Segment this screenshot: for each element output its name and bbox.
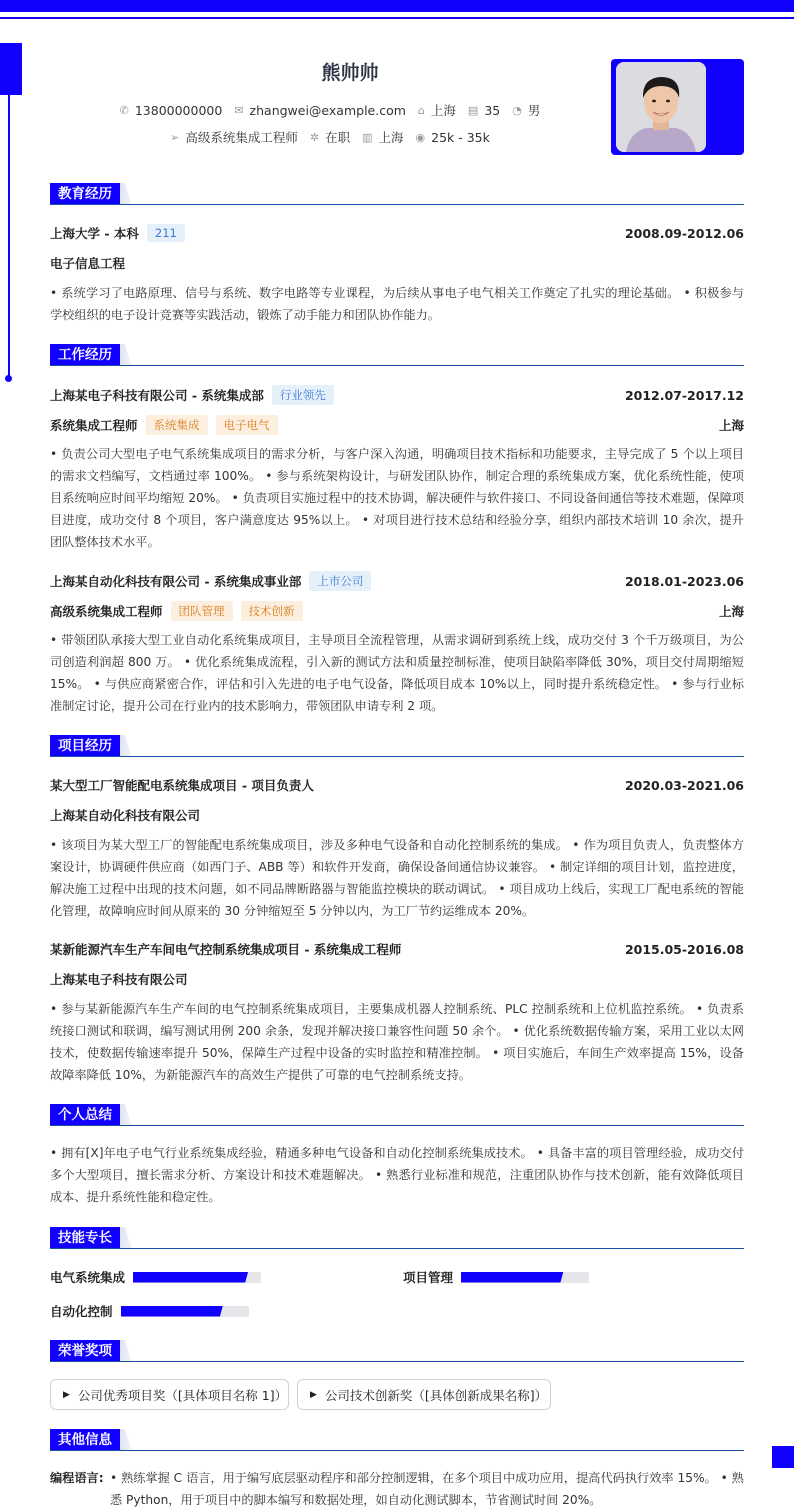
phone-info: ✆ 13800000000	[119, 102, 223, 118]
other-label: 编程语言:	[50, 1471, 104, 1485]
section-rule	[50, 756, 744, 757]
other-text: • 熟练掌握 C 语言，用于编写底层驱动程序和部分控制逻辑，在多个项目中成功应用，提高代码执行效率 15%。 • 熟悉 Python，用于项目中的脚本编写和数据处理，如自动化测试脚本，节省测试时间 20%。	[110, 1471, 744, 1507]
education-description: • 系统学习了电路原理、信号与系统、数字电路等专业课程，为后续从事电子电气相关工作奠定了扎实的理论基础。 • 积极参与学校组织的电子设计竞赛等实践活动，锻炼了动手能力和团队协作能力。	[50, 286, 744, 322]
job-title: 系统集成工程师	[50, 418, 138, 433]
skill-bar-fill	[133, 1272, 248, 1283]
coin-icon: ◉	[415, 130, 426, 144]
contact-row	[100, 101, 560, 119]
project-period: 2020.03-2021.06	[624, 777, 744, 793]
skill-name: 项目管理	[403, 1270, 454, 1285]
gear-icon: ✲	[309, 130, 320, 144]
home-icon: ⌂	[417, 103, 425, 117]
skill-item	[50, 1302, 249, 1320]
section-work	[50, 344, 744, 366]
section-title: 教育经历	[50, 183, 120, 205]
section-rule	[50, 1125, 744, 1126]
education-header	[50, 224, 744, 242]
section-title: 工作经历	[50, 344, 120, 366]
salary-info: ◉ 25k - 35k	[415, 129, 490, 145]
skill-tag: 电子电气	[216, 415, 278, 435]
section-title: 个人总结	[50, 1104, 120, 1126]
section-title-decor	[120, 1429, 132, 1451]
intent-row	[100, 128, 560, 146]
city-info: ▥ 上海	[362, 130, 404, 145]
skill-bar	[461, 1272, 589, 1283]
company-name: 上海某自动化科技有限公司 - 系统集成事业部	[50, 574, 302, 589]
award-label: 公司优秀项目奖（[具体项目名称 1]）	[77, 1387, 288, 1403]
project-company-row	[50, 806, 744, 824]
section-title-decor	[120, 1104, 132, 1126]
section-other	[50, 1429, 744, 1451]
work-description: • 负责公司大型电子电气系统集成项目的需求分析，与客户深入沟通，明确项目技术指标和功能要求，主导完成了 5 个以上项目的需求文档编写，文档通过率 100%。 • 参与系统架构设计，与研发团队协作，制定合理的系统集成方案，优化系统性能，使项目系统响应时间平均缩短 20%。 • 负责项目实施过程中的技术协调，解决硬件与软件接口、不同设备间通信等技术难题，保障项目进度，成功交付 8 个项目，客户满意度达 95%以上。 • 对项目进行技术总结和经验分享，组织内部技术培训 10 余次，提升团队整体技术水平。	[50, 447, 744, 549]
project-name: 某大型工厂智能配电系统集成项目 - 项目负责人	[50, 778, 314, 793]
work-description: • 带领团队承接大型工业自动化系统集成项目，主导项目全流程管理，从需求调研到系统上线，成功交付 3 个千万级项目，为公司创造利润超 800 万。 • 优化系统集成流程，引入新的测试方法和质量控制标准，使项目缺陷率降低 30%，项目交付周期缩短 15%。 • 与供应商紧密合作，评估和引入先进的电子电气设备，降低项目成本 10%以上，同时提升系统稳定性。 • 参与行业标准制定讨论，提升公司在行业内的技术影响力，带领团队申请专利 2 项。	[50, 633, 744, 713]
section-title-decor	[120, 344, 132, 366]
section-projects	[50, 735, 744, 757]
project-period: 2015.05-2016.08	[624, 941, 744, 957]
side-accent-line	[8, 95, 10, 378]
section-education	[50, 183, 744, 205]
email-info[interactable]: ✉ zhangwei@example.com	[234, 102, 406, 118]
project-company-row	[50, 970, 744, 988]
send-icon: ➢	[170, 130, 180, 144]
side-accent-dot	[5, 375, 12, 382]
project-company: 上海某自动化科技有限公司	[50, 808, 201, 823]
section-rule	[50, 365, 744, 366]
education-major-row	[50, 254, 744, 272]
company-tag: 行业领先	[272, 385, 334, 405]
skill-bar	[133, 1272, 261, 1283]
phone-icon: ✆	[119, 103, 129, 117]
education-period: 2008.09-2012.06	[624, 225, 744, 241]
work-period: 2018.01-2023.06	[624, 573, 744, 589]
section-title: 其他信息	[50, 1429, 120, 1451]
skill-bar-fill	[461, 1272, 563, 1283]
section-awards	[50, 1340, 744, 1362]
skill-bar-fill	[121, 1306, 223, 1317]
work-header	[50, 571, 744, 591]
status-info: ✲ 在职	[309, 130, 351, 145]
section-skills	[50, 1227, 744, 1249]
section-rule	[50, 204, 744, 205]
project-header	[50, 776, 744, 794]
school-name: 上海大学 - 本科	[50, 226, 139, 241]
section-title: 项目经历	[50, 735, 120, 757]
work-city: 上海	[718, 418, 744, 433]
award-label: 公司技术创新奖（[具体创新成果名称]）	[324, 1387, 548, 1403]
company-name: 上海某电子科技有限公司 - 系统集成部	[50, 388, 264, 403]
section-title-decor	[120, 1340, 132, 1362]
top-accent-line	[0, 17, 794, 19]
work-header	[50, 385, 744, 405]
other-info-row	[50, 1467, 744, 1511]
skill-bar	[121, 1306, 249, 1317]
age-info: ▤ 35	[467, 102, 501, 118]
location-info: ⌂ 上海	[417, 103, 456, 118]
project-description: • 该项目为某大型工厂的智能配电系统集成项目，涉及多种电气设备和自动化控制系统的集成。 • 作为项目负责人，负责整体方案设计，协调硬件供应商（如西门子、ABB 等）和软件开发商，确保设备间通信协议兼容。 • 制定详细的项目计划，监控进度，解决施工过程中出现的技术问题，如不同品牌断路器与智能监控模块的联动调试。 • 项目成功上线后，实现工厂配电系统的智能化管理，故障响应时间从原来的 30 分钟缩短至 5 分钟以内，为工厂节约运维成本 20%。	[50, 838, 744, 918]
section-rule	[50, 1450, 744, 1451]
work-title-row	[50, 415, 744, 435]
skill-tag: 系统集成	[146, 415, 208, 435]
work-city: 上海	[718, 604, 744, 619]
skill-item	[50, 1268, 261, 1286]
calendar-icon: ▤	[467, 103, 479, 117]
section-title-decor	[120, 735, 132, 757]
project-description: • 参与某新能源汽车生产车间的电气控制系统集成项目，主要集成机器人控制系统、PLC 控制系统和上位机监控系统。 • 负责系统接口测试和联调，编写测试用例 200 余条，发现并解决接口兼容性问题 50 余个。 • 优化系统数据传输方案，采用工业以太网技术，使数据传输速率提升 50%，保障生产过程中设备的实时监控和精准控制。 • 项目实施后，车间生产效率提高 15%，设备故障率降低 10%，为新能源汽车的高效生产提供了可靠的电气控制系统支持。	[50, 1002, 744, 1082]
skill-tag: 团队管理	[171, 601, 233, 621]
side-accent-block	[0, 43, 22, 95]
award-item[interactable]	[297, 1379, 551, 1410]
gender-info: ◔ 男	[512, 103, 541, 118]
building-icon: ▥	[362, 130, 373, 144]
project-company: 上海某电子科技有限公司	[50, 972, 188, 987]
section-rule	[50, 1361, 744, 1362]
summary-text: • 拥有[X]年电子电气行业系统集成经验，精通多种电气设备和自动化控制系统集成技术。 • 具备丰富的项目管理经验，成功交付多个大型项目，擅长需求分析、方案设计和技术难题解决。 • 熟悉行业标准和规范，注重团队协作与技术创新，能有效降低项目成本、提升系统性能和稳定性。	[50, 1146, 744, 1204]
skill-name: 自动化控制	[50, 1304, 113, 1319]
project-header	[50, 940, 744, 958]
skill-name: 电气系统集成	[50, 1270, 126, 1285]
section-title: 技能专长	[50, 1227, 120, 1249]
company-tag: 上市公司	[309, 571, 371, 591]
skill-item	[403, 1268, 589, 1286]
position-info: ➢ 高级系统集成工程师	[170, 130, 298, 145]
avatar	[616, 62, 706, 152]
job-title: 高级系统集成工程师	[50, 604, 163, 619]
major: 电子信息工程	[50, 256, 126, 271]
section-title-decor	[120, 183, 132, 205]
school-tag: 211	[147, 224, 185, 242]
triangle-right-icon: ▶	[63, 1389, 70, 1400]
section-rule	[50, 1248, 744, 1249]
work-title-row	[50, 601, 744, 621]
section-summary	[50, 1104, 744, 1126]
mail-icon: ✉	[234, 103, 244, 117]
award-item[interactable]	[50, 1379, 289, 1410]
section-title-decor	[120, 1227, 132, 1249]
top-accent-bar	[0, 0, 794, 12]
candidate-name: 熊帅帅	[321, 62, 379, 84]
triangle-right-icon: ▶	[310, 1389, 317, 1400]
project-name: 某新能源汽车生产车间电气控制系统集成项目 - 系统集成工程师	[50, 942, 402, 957]
gender-icon: ◔	[512, 103, 522, 117]
avatar-illustration	[616, 62, 706, 152]
corner-accent-block	[772, 1446, 794, 1468]
skill-tag: 技术创新	[241, 601, 303, 621]
work-period: 2012.07-2017.12	[624, 387, 744, 403]
section-title: 荣誉奖项	[50, 1340, 120, 1362]
